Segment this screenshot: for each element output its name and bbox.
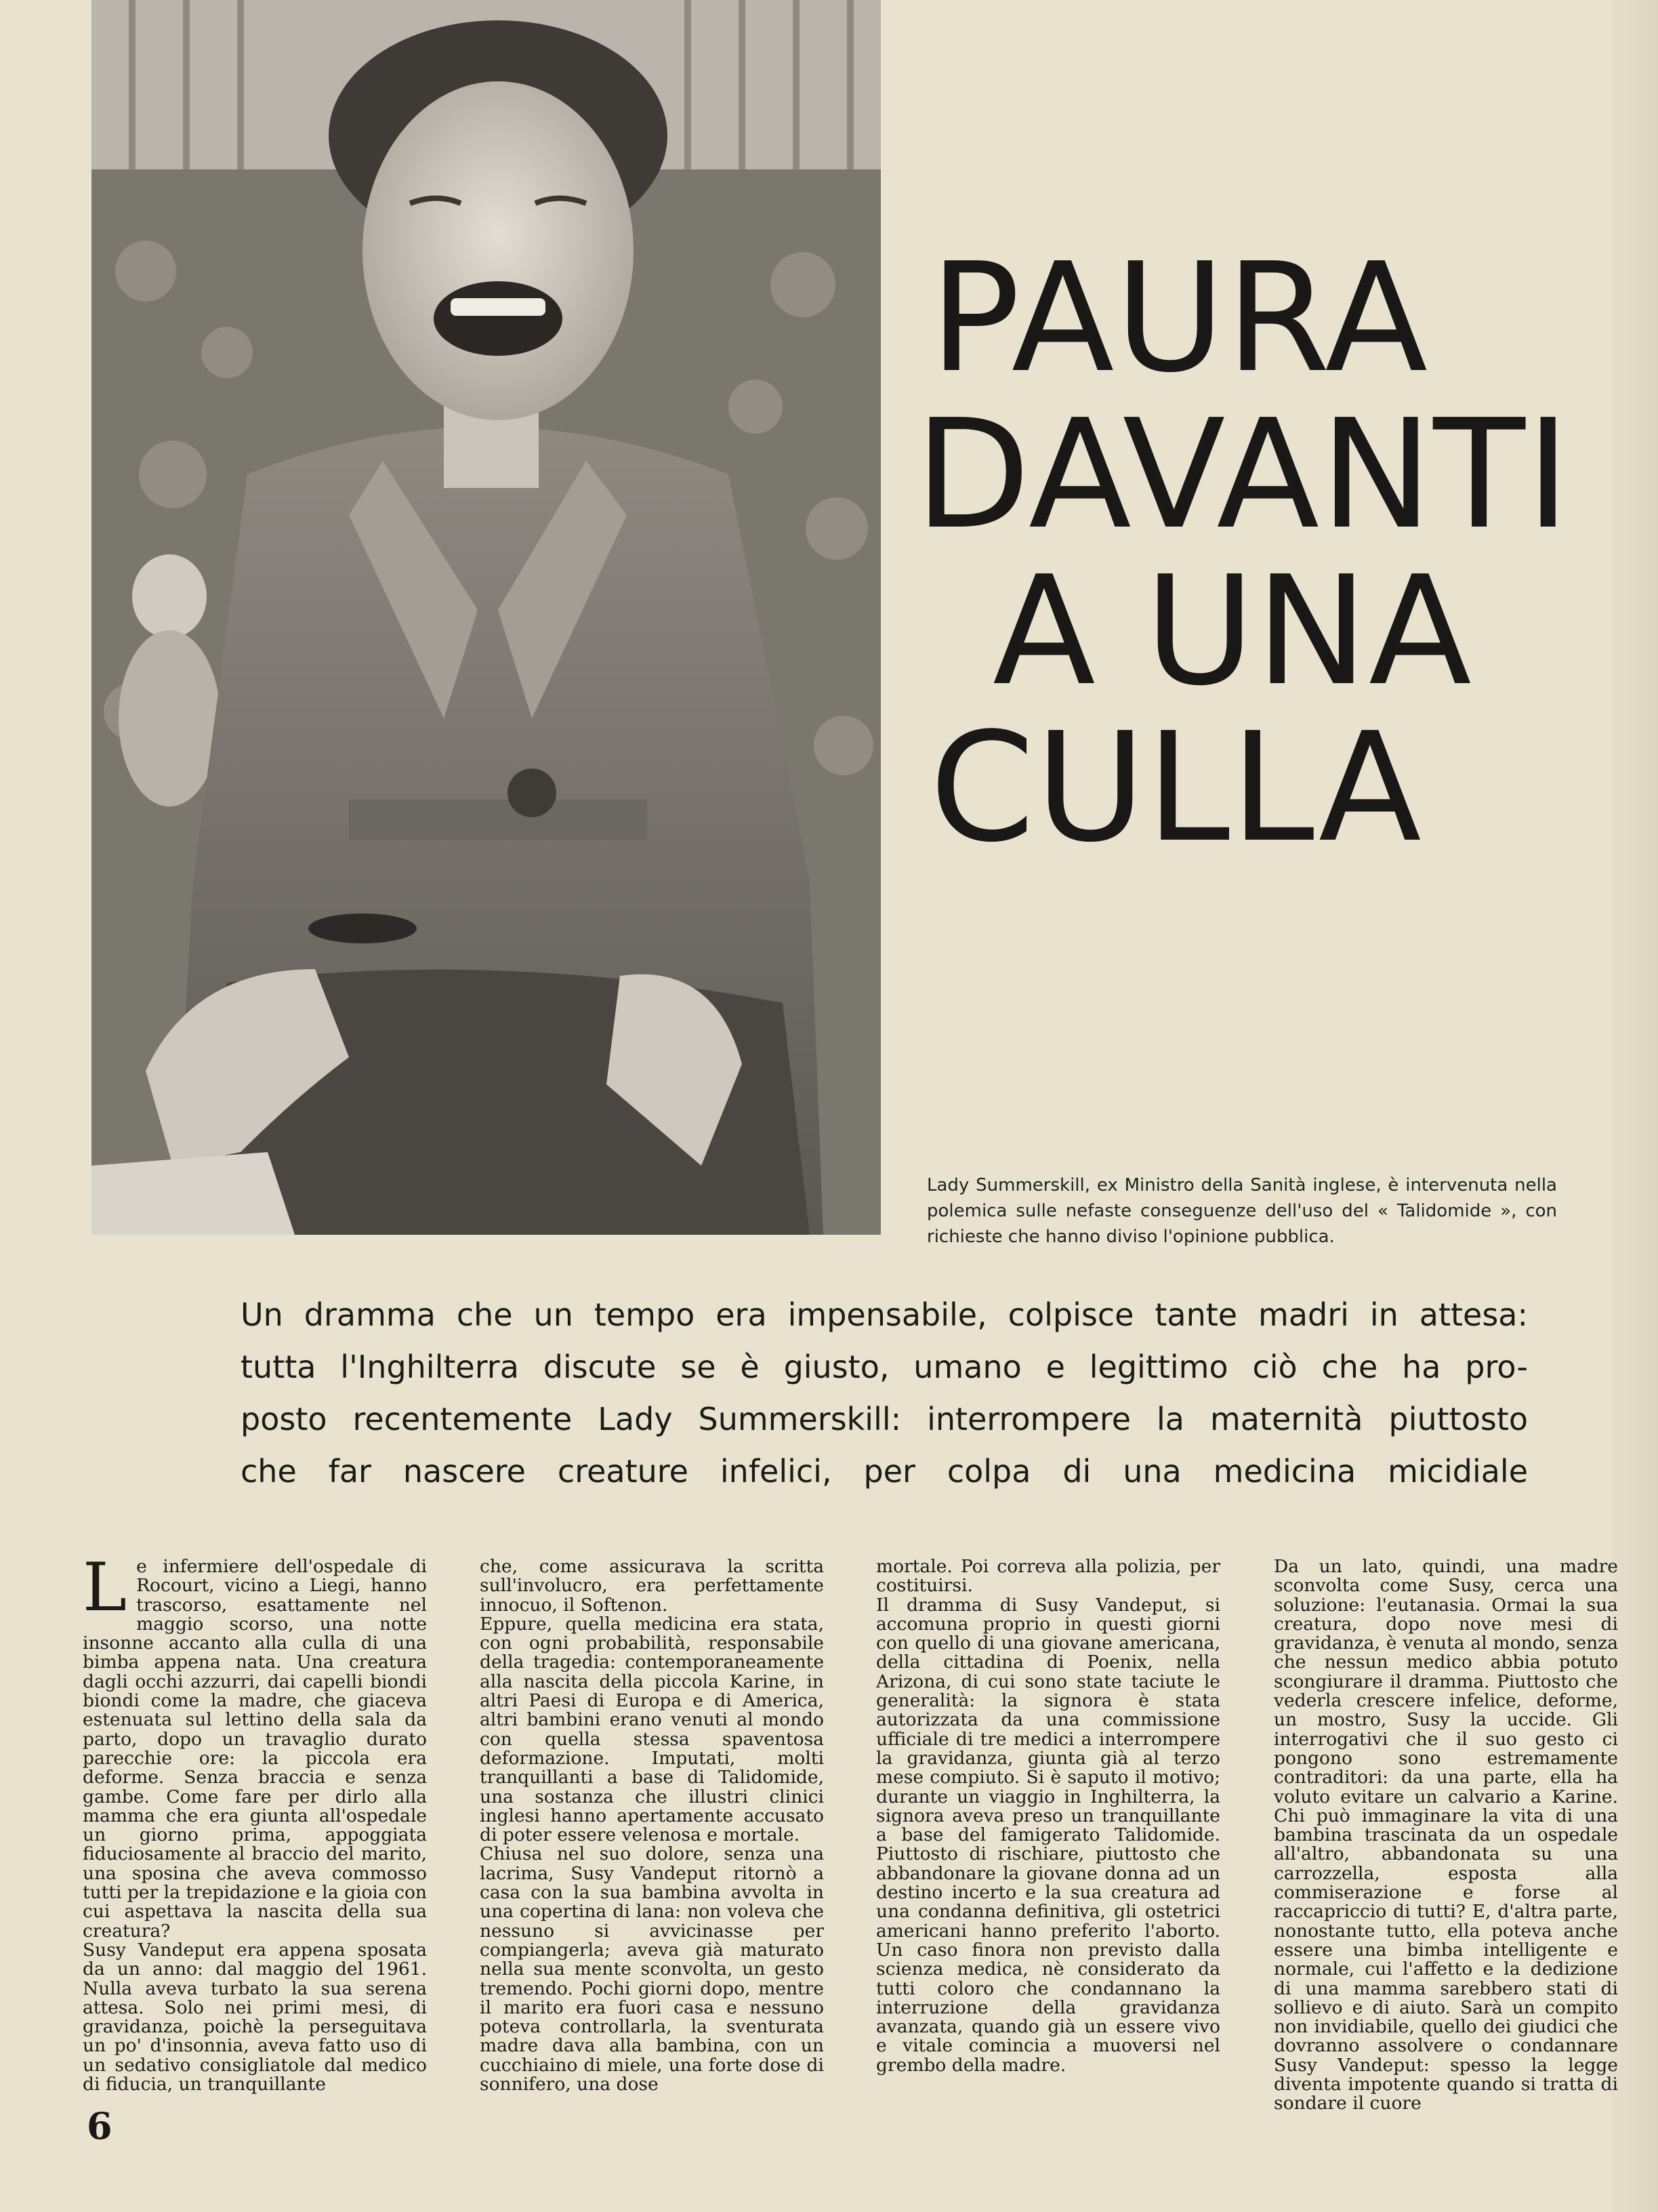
paragraph: Da un lato, quindi, una madre sconvolta come Susy, cerca una soluzione: l'eutanasia. Ormai la sua creatura, dopo nove mesi di gravidanza, è venuta al mondo, senza che nessun medico abbia potuto scongiurare il dramma. Piuttosto che vederla crescere infelice, deforme, un mostro, Susy la uccide. Gli interrogativi che il suo gesto ci pongono sono estremamente contraditori: da una parte, ella ha voluto evitare un calvario a Karine. Chi può immaginare la vita di una bambina trascinata da un ospedale all'altro, abbandonata su una carrozzella, esposta alla commiserazione e forse al raccapriccio di tutti? E, d'altra parte, nonostante tutto, ella poteva anche essere una bimba intelligente e normale, cui l'affetto e la dedizione di una mamma sarebbero stati di sollievo e di aiuto. Sarà un compito non invidiabile, quello dei giudici che dovranno assolvere o condannare Susy Vandeput: spesso la legge diventa impotente quando si tratta di sondare il cuore bbox=[1274, 1556, 1618, 2114]
article-title bbox=[915, 231, 1640, 876]
body-column-1 bbox=[83, 1549, 427, 2095]
paragraph-text: e infermiere dell'ospedale di Rocourt, vicino a Liegi, hanno trascorso, esattamente nel maggio scorso, una notte insonne accanto alla culla di una bimba appena nata. Una creatura dagli occhi azzurri, dai capelli biondi biondi come la madre, che giaceva estenuata sul lettino della sala da parto, dopo un travaglio durato parecchie ore: la piccola era deforme. Senza braccia e senza gambe. Come fare per dirlo alla mamma che era giunta all'ospedale un giorno prima, appoggiata fiduciosamente al braccio del marito, una sposina che aveva commosso tutti per la trepidazione e la gioia con cui aspettava la nascita della sua creatura? bbox=[83, 1556, 427, 1942]
paragraph: che, come assicurava la scritta sull'involucro, era perfettamente innocuo, il Softenon. bbox=[480, 1556, 824, 1616]
article-lead bbox=[241, 1289, 1528, 1498]
drop-cap: L bbox=[83, 1549, 127, 1626]
title-line-2: DAVANTI bbox=[915, 387, 1571, 562]
paragraph: Chiusa nel suo dolore, senza una lacrima, Susy Vandeput ritornò a casa con la sua bambina avvolta in una copertina di lana: non voleva che nessuno si avvicinasse per compiangerla; aveva già maturato nella sua mente sconvolta, un gesto tremendo. Pochi giorni dopo, mentre il marito era fuori casa e nessuno poteva controllarla, la sventurata madre dava alla bambina, con un cucchiaino di miele, una forte dose di sonnifero, una dose bbox=[480, 1843, 824, 2095]
title-line-1: PAURA bbox=[930, 231, 1429, 406]
lead-line-3: posto recentemente Lady Summerskill: interrompere la maternità piuttosto bbox=[241, 1401, 1528, 1437]
paragraph bbox=[83, 1549, 427, 1942]
paragraph: Eppure, quella medicina era stata, con ogni probabilità, responsabile della tragedia: contemporaneamente alla nascita della piccola Karine, in altri Paesi di Europa e di America, altri bambini erano venuti al mondo con quella stessa spaventosa deformazione. Imputati, molti tranquillanti a base di Talidomide, una sostanza che illustri clinici inglesi hanno apertamente accusato di poter essere velenosa e mortale. bbox=[480, 1613, 824, 1846]
body-column-4 bbox=[1274, 1557, 1618, 2114]
title-line-3: A UNA bbox=[993, 544, 1472, 719]
lead-line-4: che far nascere creature infelici, per colpa di una medicina micidiale bbox=[241, 1453, 1528, 1490]
body-column-2 bbox=[480, 1557, 824, 2094]
paragraph: Susy Vandeput era appena sposata da un anno: dal maggio del 1961. Nulla aveva turbato la sua serena attesa. Solo nei primi mesi, di gravidanza, poichè la perseguitava un po' d'insonnia, aveva fatto uso di un sedativo consigliatole dal medico di fiducia, un tranquillante bbox=[83, 1939, 427, 2095]
paragraph: mortale. Poi correva alla polizia, per costituirsi. bbox=[876, 1556, 1220, 1597]
photo-caption: Lady Summerskill, ex Ministro della Sanità inglese, è intervenuta nella polemica sulle nefaste conseguenze dell'uso del « Talidomide », con richieste che hanno diviso l'opinione pubblica. bbox=[927, 1175, 1557, 1247]
photo-lady-summerskill bbox=[91, 0, 881, 1235]
paragraph: Il dramma di Susy Vandeput, si accomuna proprio in questi giorni con quello di una giovane americana, della cittadina di Poenix, nella Arizona, di cui sono state taciute le generalità: la signora è stata autorizzata da una commissione ufficiale di tre medici a interrompere la gravidanza, giunta già al terzo mese compiuto. Si è saputo il motivo; durante un viaggio in Inghilterra, la signora aveva preso un tranquillante a base del famigerato Talidomide. Piuttosto di rischiare, piuttosto che abbandonare la giovane donna ad un destino incerto e la sua creatura ad una condanna definitiva, gli ostetrici americani hanno preferito l'aborto. Un caso finora non previsto dalla scienza medica, nè considerato da tutti coloro che condannano la interruzione della gravidanza avanzata, quando già un essere vivo e vitale comincia a muoversi nel grembo della madre. bbox=[876, 1594, 1220, 2076]
photo-illustration bbox=[91, 0, 881, 1235]
page-number: 6 bbox=[87, 2104, 112, 2148]
lead-line-1: Un dramma che un tempo era impensabile, colpisce tante madri in attesa: bbox=[241, 1296, 1528, 1333]
lead-line-2: tutta l'Inghilterra discute se è giusto, umano e legittimo ciò che ha pro- bbox=[241, 1349, 1528, 1385]
body-column-3 bbox=[876, 1557, 1220, 2075]
title-line-4: CULLA bbox=[930, 700, 1422, 876]
